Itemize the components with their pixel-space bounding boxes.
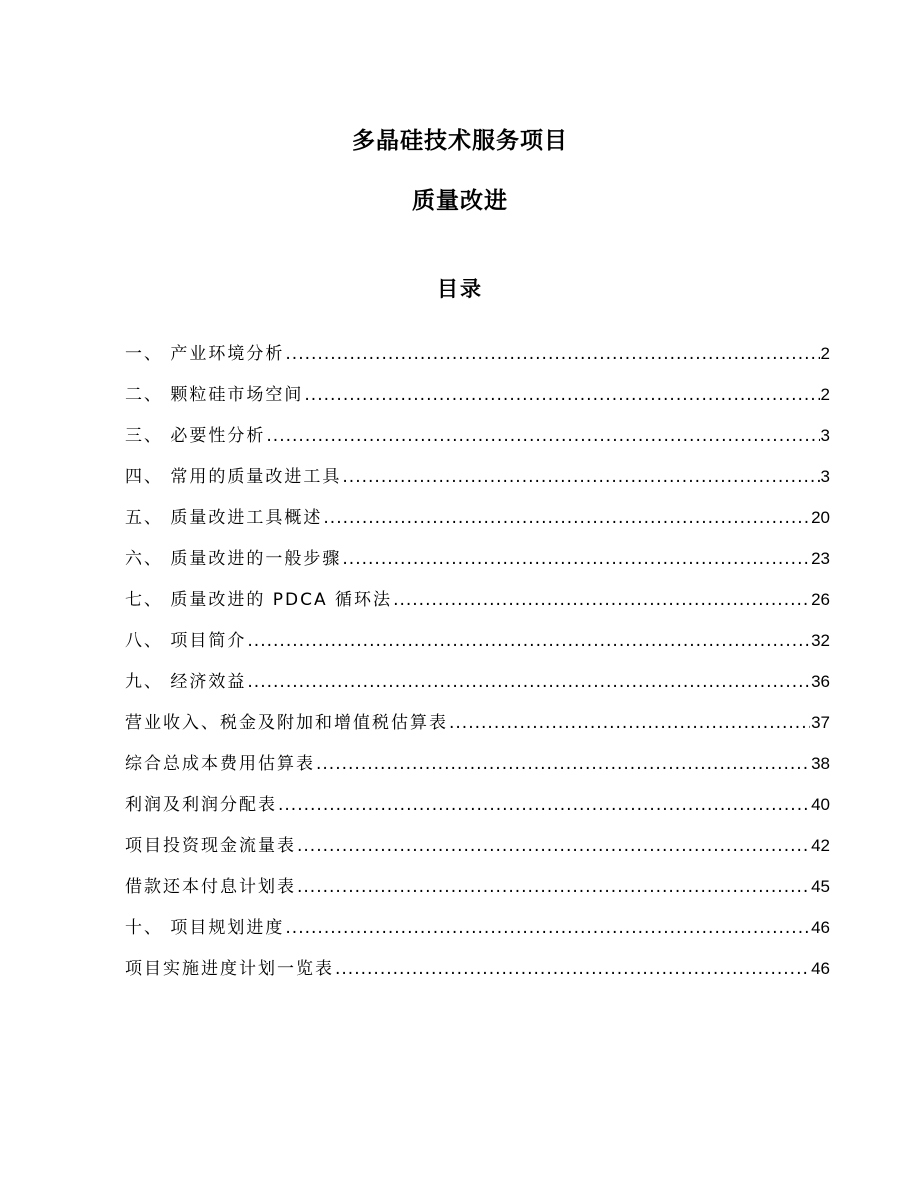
toc-entry[interactable] <box>125 939 830 980</box>
toc-entry-page: 46 <box>811 959 830 978</box>
toc-entry-label: 借款还本付息计划表 <box>125 877 296 897</box>
toc-entry-page: 3 <box>820 467 830 486</box>
toc-entry-label: 一、 产业环境分析 <box>125 344 285 364</box>
toc-dot-leader <box>304 384 819 406</box>
toc-entry-label: 七、 质量改进的 PDCA 循环法 <box>125 590 393 610</box>
toc-entry-page: 2 <box>820 385 830 404</box>
toc-entry[interactable] <box>125 529 830 570</box>
toc-dot-leader <box>285 343 819 365</box>
toc-dot-leader <box>335 958 810 980</box>
toc-entry-page: 42 <box>811 836 830 855</box>
toc-entry-label: 综合总成本费用估算表 <box>125 754 315 774</box>
toc-entry-label: 五、 质量改进工具概述 <box>125 508 323 528</box>
toc-entry-page: 38 <box>811 754 830 773</box>
toc-dot-leader <box>278 794 810 816</box>
toc-entry[interactable] <box>125 693 830 734</box>
toc-entry[interactable] <box>125 488 830 529</box>
toc-entry-label: 四、 常用的质量改进工具 <box>125 467 342 487</box>
toc-entry[interactable] <box>125 857 830 898</box>
toc-entry-page: 46 <box>811 918 830 937</box>
toc-entry-page: 45 <box>811 877 830 896</box>
toc-entry-label: 二、 颗粒硅市场空间 <box>125 385 304 405</box>
table-of-contents <box>125 324 830 980</box>
toc-entry[interactable] <box>125 775 830 816</box>
toc-dot-leader <box>323 507 810 529</box>
toc-entry[interactable] <box>125 816 830 857</box>
toc-entry-page: 26 <box>811 590 830 609</box>
toc-entry-page: 23 <box>811 549 830 568</box>
toc-entry-page: 32 <box>811 631 830 650</box>
toc-entry[interactable] <box>125 570 830 611</box>
toc-entry-page: 2 <box>820 344 830 363</box>
toc-entry-page: 37 <box>811 713 830 732</box>
toc-entry[interactable] <box>125 365 830 406</box>
toc-dot-leader <box>449 712 810 734</box>
toc-entry[interactable] <box>125 734 830 775</box>
toc-entry-label: 六、 质量改进的一般步骤 <box>125 549 342 569</box>
toc-entry-page: 20 <box>811 508 830 527</box>
toc-dot-leader <box>266 425 819 447</box>
document-subtitle: 质量改进 <box>412 188 508 214</box>
toc-entry-label: 利润及利润分配表 <box>125 795 277 815</box>
toc-dot-leader <box>316 753 810 775</box>
toc-entry[interactable] <box>125 324 830 365</box>
toc-heading: 目录 <box>437 277 483 301</box>
toc-dot-leader <box>247 671 810 693</box>
toc-dot-leader <box>297 876 810 898</box>
toc-dot-leader <box>342 466 819 488</box>
toc-dot-leader <box>297 835 810 857</box>
toc-entry-label: 三、 必要性分析 <box>125 426 266 446</box>
toc-entry-label: 九、 经济效益 <box>125 672 247 692</box>
toc-entry[interactable] <box>125 652 830 693</box>
toc-entry-label: 十、 项目规划进度 <box>125 918 285 938</box>
toc-dot-leader <box>285 917 810 939</box>
toc-entry[interactable] <box>125 611 830 652</box>
toc-entry[interactable] <box>125 898 830 939</box>
document-title: 多晶硅技术服务项目 <box>352 128 568 154</box>
toc-dot-leader <box>393 589 810 611</box>
toc-entry-page: 3 <box>820 426 830 445</box>
toc-entry[interactable] <box>125 447 830 488</box>
toc-entry-label: 项目投资现金流量表 <box>125 836 296 856</box>
toc-dot-leader <box>247 630 810 652</box>
toc-entry-label: 营业收入、税金及附加和增值税估算表 <box>125 713 448 733</box>
toc-entry-label: 项目实施进度计划一览表 <box>125 959 334 979</box>
toc-dot-leader <box>342 548 810 570</box>
toc-entry-page: 40 <box>811 795 830 814</box>
toc-entry[interactable] <box>125 406 830 447</box>
toc-entry-label: 八、 项目简介 <box>125 631 247 651</box>
toc-entry-page: 36 <box>811 672 830 691</box>
